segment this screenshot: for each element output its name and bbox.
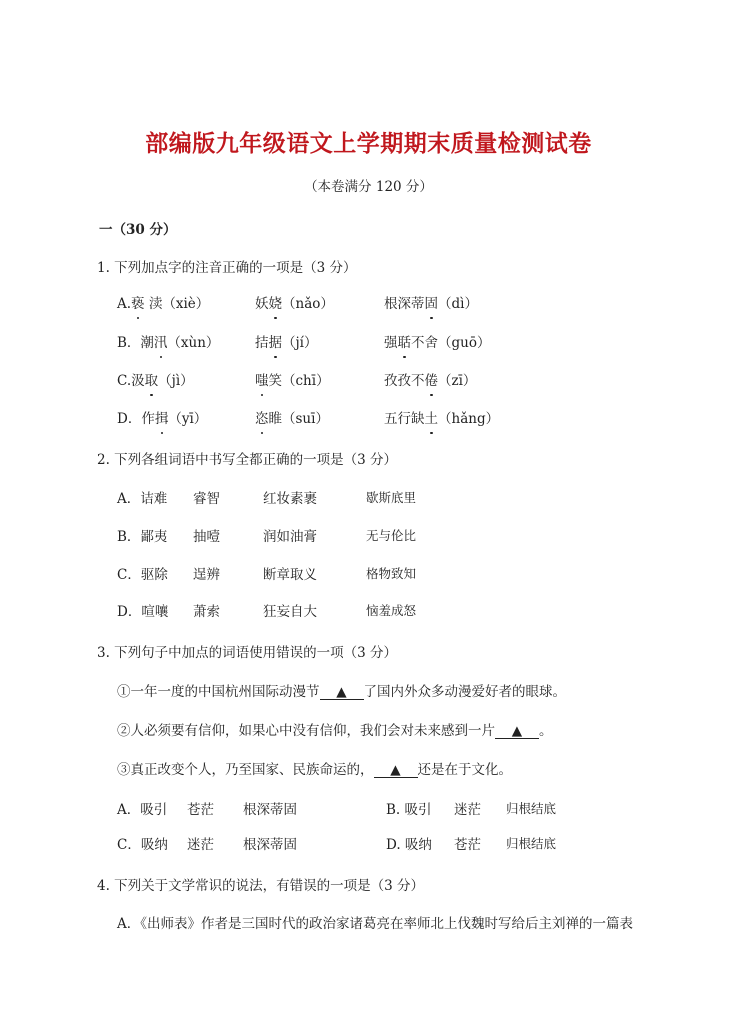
q2-option-d-3: 狂妄自大 [263, 604, 317, 620]
dot-char: 聒 [397, 335, 411, 351]
q2-option-a-1: A．诘难 [117, 491, 168, 507]
answer-blank [495, 724, 539, 739]
q2-option-d-1: D．喧嚷 [117, 604, 169, 620]
q2-option-d-4: 恼羞成怒 [366, 603, 417, 618]
q1-option-b1: B．潮汛（xùn） [117, 335, 220, 351]
q2-option-c-1: C．驱除 [117, 567, 168, 583]
q4-stem: 4. 下列关于文学常识的说法，有错误的一项是（3 分） [97, 878, 425, 894]
q1-option-b2: 拮据（jí） [255, 335, 318, 351]
triangle-icon: ▲ [390, 762, 401, 778]
q3-option-b-3: 归根结底 [506, 801, 557, 816]
dot-char: 亵 [131, 296, 145, 312]
q1-option-a2: 妖娆（nǎo） [255, 296, 334, 312]
q2-option-c-2: 逞辨 [193, 567, 220, 583]
q3-option-c-2: 迷茫 [187, 837, 214, 853]
q2-option-b-2: 抽噎 [193, 529, 220, 545]
dot-char: 汛 [153, 335, 168, 351]
q1-option-a3: 根深蒂固（dì） [384, 296, 478, 312]
q1-option-c2: 嗤笑（chī） [255, 373, 330, 389]
q2-option-c-4: 格物致知 [366, 566, 417, 581]
q1-option-d1: D．作揖（yī） [117, 411, 208, 427]
q3-option-a-2: 苍茫 [187, 802, 214, 818]
q3-sentence-2: ②人必须要有信仰，如果心中没有信仰，我们会对未来感到一片 ▲ 。 [117, 723, 553, 739]
q3-sentence-1: ①一年一度的中国杭州国际动漫节 ▲ 了国内外众多动漫爱好者的眼球。 [117, 684, 566, 700]
score-note: （本卷满分 120 分） [304, 179, 433, 195]
q1-option-a1: A.亵 渎（xiè） [117, 296, 210, 312]
triangle-icon: ▲ [511, 723, 523, 739]
q1-option-c3: 孜孜不倦（zī） [384, 373, 477, 389]
q2-option-a-2: 睿智 [193, 491, 220, 507]
dot-char: 揖 [154, 411, 169, 427]
q2-option-b-1: B．鄙夷 [117, 529, 168, 545]
dot-char: 倦 [424, 373, 438, 389]
q3-stem: 3. 下列句子中加点的词语使用错误的一项（3 分） [97, 645, 398, 661]
q2-option-a-3: 红妆素裹 [263, 491, 317, 507]
q2-option-b-4: 无与伦比 [366, 528, 417, 543]
q3-option-d-3: 归根结底 [506, 836, 557, 851]
q1-stem: 1. 下列加点字的注音正确的一项是（3 分） [97, 260, 357, 276]
q3-option-a-1: A．吸引 [117, 802, 168, 818]
q4-option-a: A．《出师表》作者是三国时代的政治家诸葛亮在率师北上伐魏时写给后主刘禅的一篇表 [117, 916, 633, 932]
q2-stem: 2. 下列各组词语中书写全都正确的一项是（3 分） [97, 452, 398, 468]
triangle-icon: ▲ [336, 684, 347, 700]
q2-option-d-2: 萧索 [193, 604, 220, 620]
q2-option-a-4: 歇斯底里 [366, 490, 417, 505]
answer-blank [374, 763, 418, 778]
dot-char: 土 [424, 411, 438, 427]
dot-char: 嗤 [255, 373, 269, 389]
q3-option-c-1: C．吸纳 [117, 837, 168, 853]
q1-option-d2: 恣睢（suī） [255, 411, 329, 427]
q1-option-b3: 强聒不舍（guō） [384, 335, 491, 351]
q3-option-b-1: B. 吸引 [386, 802, 432, 818]
dot-char: 娆 [268, 296, 282, 312]
q3-sentence-3: ③真正改变个人，乃至国家、民族命运的， ▲ 还是在于文化。 [117, 762, 512, 778]
q3-option-d-2: 苍茫 [454, 837, 481, 853]
section-heading: 一（30 分） [99, 222, 177, 238]
q3-option-c-3: 根深蒂固 [243, 837, 297, 853]
q3-option-a-3: 根深蒂固 [243, 802, 297, 818]
page-title: 部编版九年级语文上学期期末质量检测试卷 [145, 130, 592, 157]
q3-option-d-1: D. 吸纳 [386, 837, 432, 853]
answer-blank [320, 685, 364, 700]
dot-char: 固 [424, 296, 438, 312]
dot-char: 据 [268, 335, 282, 351]
q2-option-c-3: 断章取义 [263, 567, 317, 583]
q2-option-b-3: 润如油膏 [263, 529, 317, 545]
q1-option-d3: 五行缺土（hǎng） [384, 411, 500, 427]
q3-option-b-2: 迷茫 [454, 802, 481, 818]
q1-option-c1: C.汲取（jì） [117, 373, 194, 389]
dot-char: 恣 [255, 411, 269, 427]
dot-char: 取 [144, 373, 159, 389]
